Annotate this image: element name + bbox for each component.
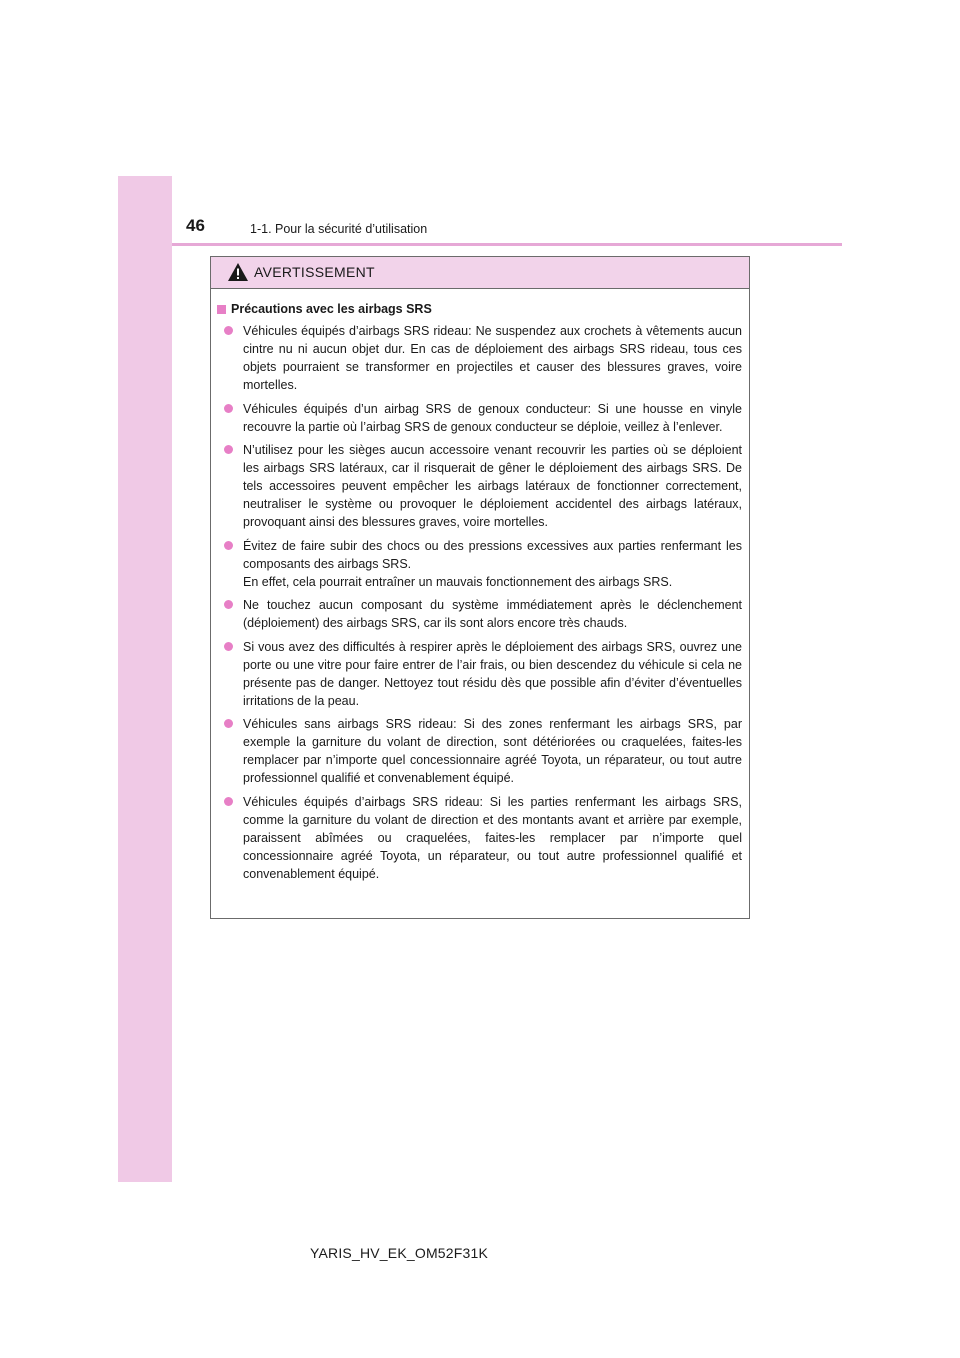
list-item: [217, 596, 742, 632]
warning-subheading: [217, 301, 742, 318]
pink-dot-icon: [224, 445, 233, 454]
pink-dot-icon: [224, 642, 233, 651]
warning-list: [217, 322, 742, 883]
list-item: [217, 322, 742, 394]
list-item: [217, 715, 742, 787]
list-item: [217, 793, 742, 883]
warning-triangle-icon: [227, 262, 249, 282]
pink-dot-icon: [224, 404, 233, 413]
list-item-text: Véhicules équipés d’airbags SRS rideau: Ne suspendez aux crochets à vêtements aucun cintre nu ni aucun objet dur. En cas de déploiement des airbags SRS rideau, tous ces objets pourraient se transformer en projectiles et causer des blessures graves, voire mortelles.: [243, 324, 742, 392]
pink-dot-icon: [224, 797, 233, 806]
warning-body: [211, 289, 749, 883]
warning-header: [211, 257, 749, 289]
list-item-text: Si vous avez des difficultés à respirer après le déploiement des airbags SRS, ouvrez une porte ou une vitre pour faire entrer de l’air frais, ou bien descendez du véhicule si cela ne présente pas de danger. Nettoyez tout résidu dès que possible afin d’éviter d’éventuelles irritations de la peau.: [243, 639, 742, 708]
list-item: [217, 400, 742, 436]
list-item-text: Véhicules équipés d’airbags SRS rideau: Si les parties renfermant les airbags SRS, comme la garniture du volant de direction et des montants avant et arrière par exemple, paraissent abîmées ou craquelées, faites-les remplacer par n’importe quel concessionnaire agréé Toyota, un réparateur, ou tout autre professionnel qualifié et convenablement équipé.: [243, 794, 742, 881]
list-item: [217, 537, 742, 591]
list-item-text: Véhicules sans airbags SRS rideau: Si des zones renfermant les airbags SRS, par exemple la garniture du volant de direction, sont détériorées ou craquelées, faites-les remplacer par n’importe quel concessionnaire agréé Toyota, un réparateur, ou tout autre professionnel qualifié et convenablement équipé.: [243, 717, 742, 785]
pink-dot-icon: [224, 541, 233, 550]
header-rule: [172, 243, 842, 246]
list-item-text: N’utilisez pour les sièges aucun accessoire venant recouvrir les parties où se déploient les airbags SRS latéraux, car il risquerait de gêner le déploiement des airbags SRS. De tels accessoires peuvent empêcher les airbags latéraux de fonctionner correctement, neutraliser le système ou provoquer le déploiement accidentel des airbags latéraux, provoquant ainsi des blessures graves, voire mortelles.: [243, 443, 742, 529]
list-item: [217, 441, 742, 531]
page-number: 46: [186, 216, 205, 235]
pink-dot-icon: [224, 326, 233, 335]
section-title: 1-1. Pour la sécurité d’utilisation: [250, 222, 428, 236]
warning-box: [210, 256, 750, 919]
footer-document-code: YARIS_HV_EK_OM52F31K: [310, 1245, 489, 1261]
pink-square-icon: [217, 305, 226, 314]
side-tab-band: [118, 176, 172, 1182]
warning-title: AVERTISSEMENT: [254, 264, 375, 280]
pink-dot-icon: [224, 600, 233, 609]
list-item: [217, 638, 742, 710]
list-item-text: Ne touchez aucun composant du système immédiatement après le déclenchement (déploiement) des airbags SRS, car ils sont alors encore très chauds.: [243, 598, 742, 630]
pink-dot-icon: [224, 719, 233, 728]
warning-subheading-text: Précautions avec les airbags SRS: [231, 302, 432, 316]
list-item-text: Véhicules équipés d’un airbag SRS de genoux conducteur: Si une housse en vinyle recouvre la partie où l’airbag SRS de genoux conducteur se déploie, veillez à l’enlever.: [243, 401, 742, 434]
list-item-text: Évitez de faire subir des chocs ou des pressions excessives aux parties renfermant les composants des airbags SRS. En effet, cela pourrait entraîner un mauvais fonctionnement des airbags SRS.: [243, 538, 742, 589]
